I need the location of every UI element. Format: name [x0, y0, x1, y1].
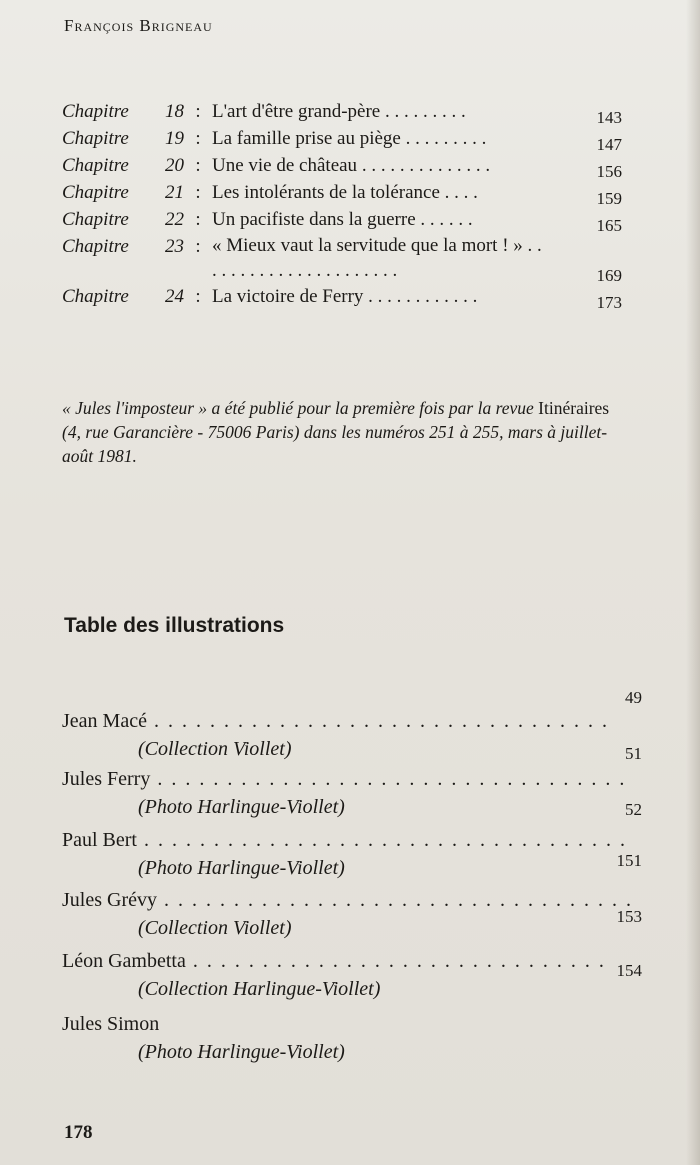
chapter-row	[62, 233, 622, 283]
illustration-credit: (Collection Viollet)	[138, 738, 292, 760]
separator: :	[195, 209, 201, 230]
publication-note	[62, 396, 622, 468]
illustration-credit: (Collection Viollet)	[138, 917, 292, 939]
chapter-number: 21	[165, 182, 184, 203]
illustration-name: Jules Grévy . . . . . . . . . . . . . . . . . . . . . . . . . . . . . . . . . .	[62, 889, 633, 911]
chapter-title: Une vie de château . . . . . . . . . . . . . .	[212, 155, 491, 176]
chapter-title: La victoire de Ferry . . . . . . . . . . . .	[212, 286, 478, 307]
chapter-table	[62, 98, 622, 310]
note-text: (4, rue Garancière - 75006 Paris) dans les numéros 251 à 255, mars à juillet-août 1981.	[62, 422, 608, 466]
illustration-name: Jules Ferry . . . . . . . . . . . . . . . . . . . . . . . . . . . . . . . . . .	[62, 768, 627, 790]
chapter-page: 159	[596, 189, 622, 208]
chapter-label: Chapitre	[62, 236, 129, 257]
chapter-label: Chapitre	[62, 209, 129, 230]
separator: :	[195, 101, 201, 122]
illustration-page: 52	[625, 800, 642, 819]
chapter-number: 23	[165, 236, 184, 257]
separator: :	[195, 182, 201, 203]
chapter-page: 156	[596, 162, 622, 181]
separator: :	[195, 155, 201, 176]
chapter-page: 169	[596, 266, 622, 285]
page-number: 178	[64, 1122, 93, 1143]
chapter-row	[62, 179, 622, 206]
chapter-title: La famille prise au piège . . . . . . . . .	[212, 128, 487, 149]
chapter-page: 173	[596, 293, 622, 312]
illustration-name: Jules Simon	[62, 1013, 160, 1035]
chapter-number: 24	[165, 286, 184, 307]
illustration-credit: (Photo Harlingue-Viollet)	[138, 796, 345, 818]
journal-name: Itinéraires	[538, 398, 610, 418]
illustration-page: 154	[616, 961, 642, 980]
chapter-title: « Mieux vaut la servitude que la mort ! » . . . . . . . . . . . . . . . . . . . . . .	[212, 235, 542, 281]
illustration-page: 153	[616, 907, 642, 926]
chapter-number: 19	[165, 128, 184, 149]
running-head: François Brigneau	[64, 16, 213, 35]
illustrations-heading: Table des illustrations	[64, 614, 285, 637]
illustration-credit: (Collection Harlingue-Viollet)	[138, 978, 381, 1000]
chapter-row	[62, 125, 622, 152]
chapter-label: Chapitre	[62, 182, 129, 203]
chapter-number: 18	[165, 101, 184, 122]
chapter-title: L'art d'être grand-père . . . . . . . . .	[212, 101, 466, 122]
chapter-title: Les intolérants de la tolérance . . . .	[212, 182, 478, 203]
illustration-credit: (Photo Harlingue-Viollet)	[138, 857, 345, 879]
chapter-page: 147	[596, 135, 622, 154]
chapter-row	[62, 283, 622, 310]
page-edge-shadow	[686, 0, 700, 1165]
illustration-name: Paul Bert . . . . . . . . . . . . . . . . . . . . . . . . . . . . . . . . . . .	[62, 829, 627, 851]
illustration-name: Jean Macé . . . . . . . . . . . . . . . . . . . . . . . . . . . . . . . . .	[62, 710, 609, 732]
separator: :	[195, 236, 201, 257]
chapter-number: 22	[165, 209, 184, 230]
chapter-title: Un pacifiste dans la guerre . . . . . .	[212, 209, 473, 230]
chapter-row	[62, 206, 622, 233]
chapter-label: Chapitre	[62, 101, 129, 122]
chapter-label: Chapitre	[62, 128, 129, 149]
illustration-page: 51	[625, 744, 642, 763]
chapter-page: 165	[596, 216, 622, 235]
illustration-page: 49	[625, 688, 642, 707]
chapter-label: Chapitre	[62, 286, 129, 307]
chapter-row	[62, 152, 622, 179]
separator: :	[195, 128, 201, 149]
illustration-name: Léon Gambetta . . . . . . . . . . . . . . . . . . . . . . . . . . . . . .	[62, 950, 606, 972]
illustration-credit: (Photo Harlingue-Viollet)	[138, 1041, 345, 1063]
chapter-row	[62, 98, 622, 125]
chapter-number: 20	[165, 155, 184, 176]
illustration-page: 151	[616, 851, 642, 870]
note-text: « Jules l'imposteur » a été publié pour la première fois par la revue	[62, 398, 539, 418]
chapter-page: 143	[596, 108, 622, 127]
separator: :	[195, 286, 201, 307]
chapter-label: Chapitre	[62, 155, 129, 176]
